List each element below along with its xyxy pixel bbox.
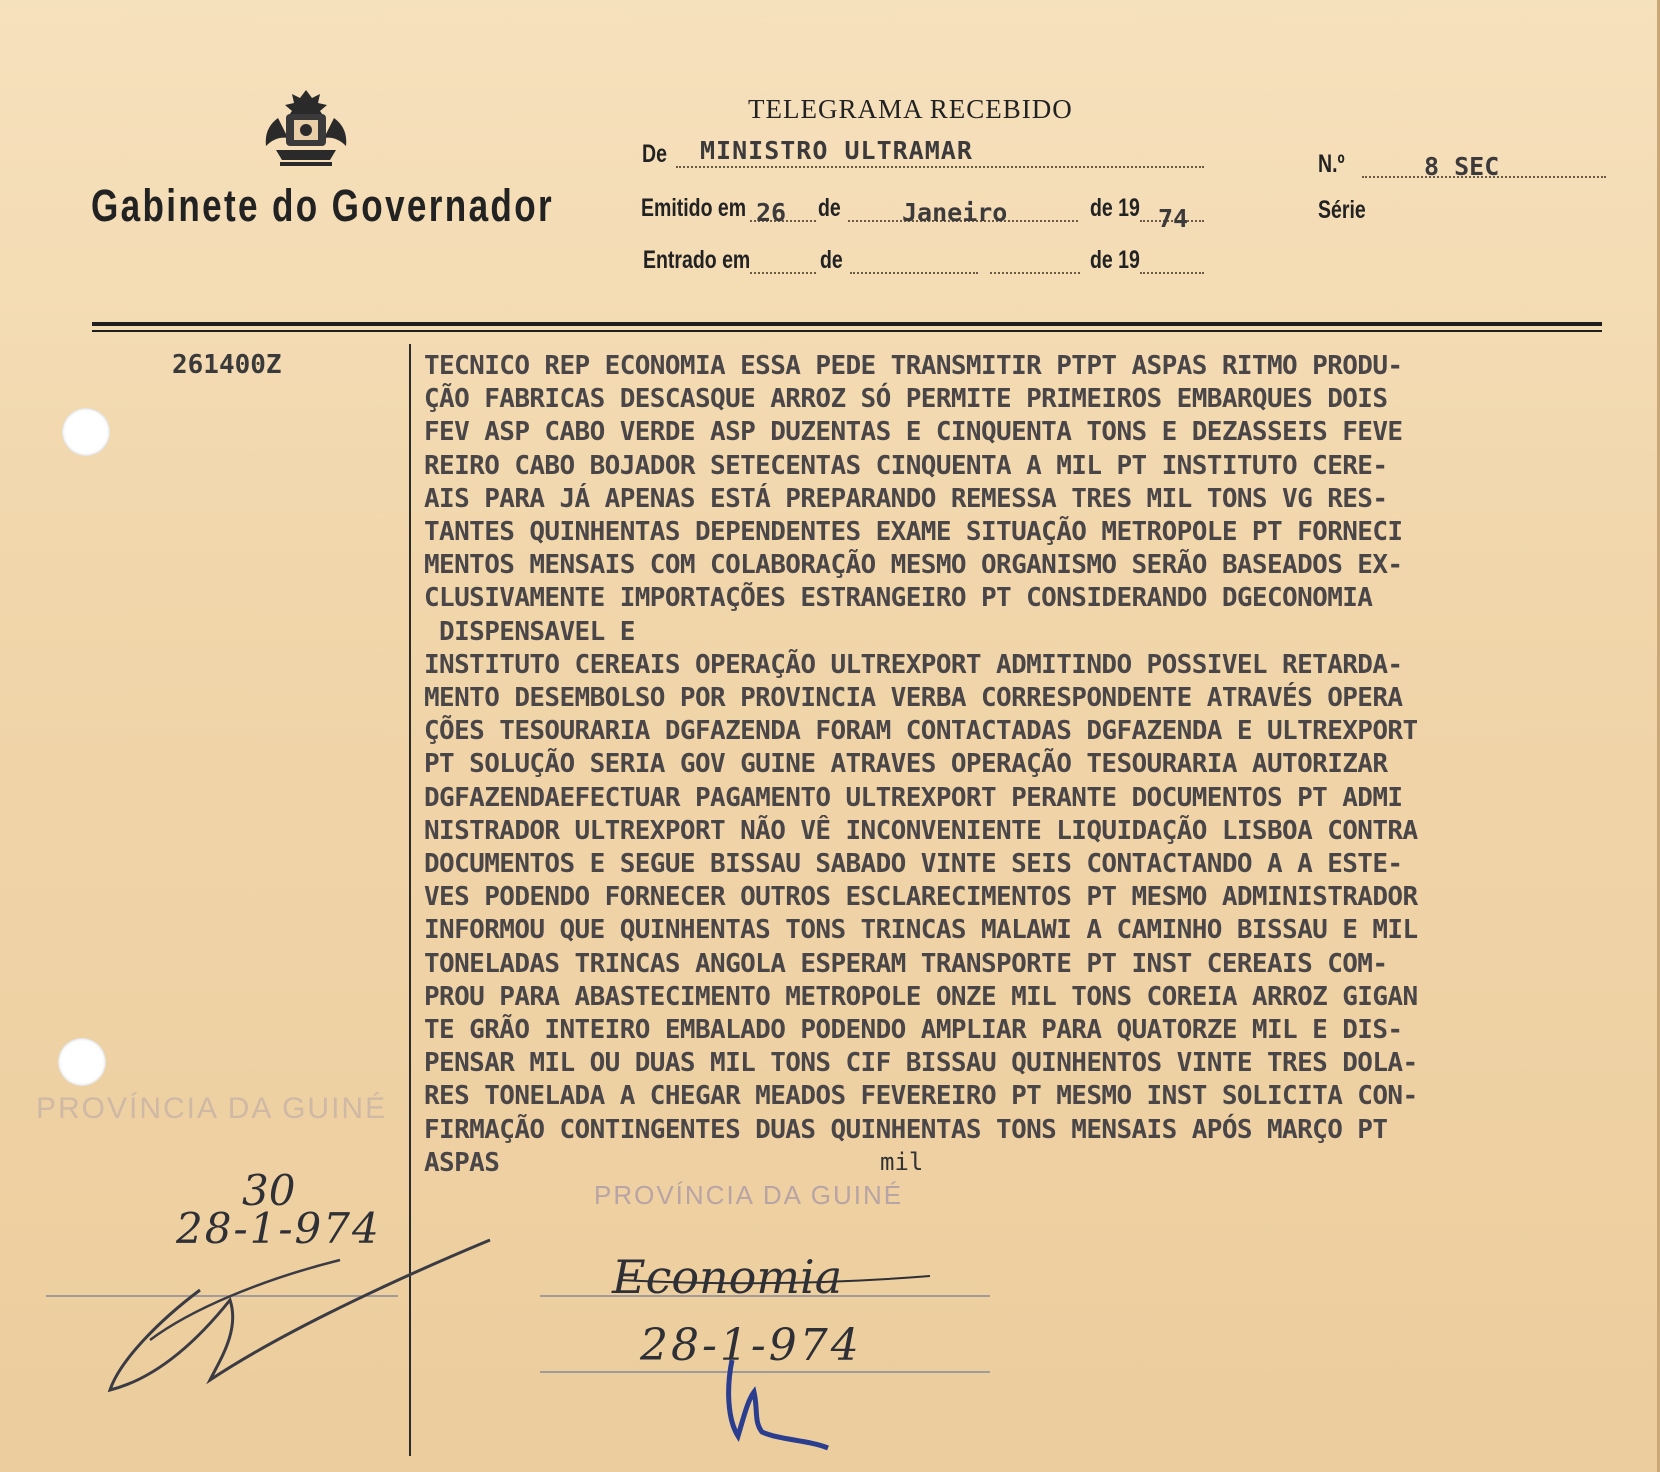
message-line: FEV ASP CABO VERDE ASP DUZENTAS E CINQUENTA TONS E DEZASSEIS FEVE	[424, 417, 1403, 448]
message-line: ASPAS	[424, 1147, 500, 1178]
handwritten-department: Economia	[612, 1250, 843, 1304]
handwritten-date-right: 28-1-974	[640, 1320, 862, 1371]
message-line: DOCUMENTOS E SEGUE BISSAU SABADO VINTE SEIS CONTACTANDO A A ESTE-	[424, 849, 1403, 880]
message-line: DGFAZENDAEFECTUAR PAGAMENTO ULTREXPORT PERANTE DOCUMENTOS PT ADMI	[424, 782, 1403, 813]
message-line: AIS PARA JÁ APENAS ESTÁ PREPARANDO REMESSA TRES MIL TONS VG RES-	[424, 483, 1388, 514]
date-time-group: 261400Z	[172, 350, 282, 380]
message-line: VES PODENDO FORNECER OUTROS ESCLARECIMENTOS PT MESMO ADMINISTRADOR	[424, 882, 1418, 913]
entered-de-label: de	[820, 246, 843, 274]
message-line: TE GRÃO INTEIRO EMBALADO PODENDO AMPLIAR PARA QUATORZE MIL E DIS-	[424, 1015, 1403, 1046]
issued-day: 26	[756, 198, 787, 227]
entered-label: Entrado em	[643, 246, 751, 274]
message-line: FIRMAÇÃO CONTINGENTES DUAS QUINHENTAS TONS MENSAIS APÓS MARÇO PT	[424, 1114, 1388, 1145]
message-line: REIRO CABO BOJADOR SETECENTAS CINQUENTA A MIL PT INSTITUTO CERE-	[424, 450, 1388, 481]
number-label: N.º	[1318, 150, 1345, 178]
from-value: MINISTRO ULTRAMAR	[700, 136, 973, 165]
message-line: PENSAR MIL OU DUAS MIL TONS CIF BISSAU QUINHENTOS VINTE TRES DOLA-	[424, 1048, 1418, 1079]
message-line: TONELADAS TRINCAS ANGOLA ESPERAM TRANSPORTE PT INST CEREAIS COM-	[424, 948, 1388, 979]
message-line: INSTITUTO CEREAIS OPERAÇÃO ULTREXPORT ADMITINDO POSSIVEL RETARDA-	[424, 649, 1403, 680]
message-line: DISPENSAVEL E	[424, 616, 635, 647]
from-label: De	[642, 140, 667, 168]
message-line: INFORMOU QUE QUINHENTAS TONS TRINCAS MALAWI A CAMINHO BISSAU E MIL	[424, 915, 1418, 946]
message-line: CLUSIVAMENTE IMPORTAÇÕES ESTRANGEIRO PT CONSIDERANDO DGECONOMIA	[424, 583, 1373, 614]
issued-year-label: de 19	[1090, 194, 1140, 222]
handwritten-date-left: 28-1-974	[176, 1204, 381, 1253]
message-line: ÇÃO FABRICAS DESCASQUE ARROZ SÓ PERMITE PRIMEIROS EMBARQUES DOIS	[424, 384, 1388, 415]
message-insertion: mil	[880, 1148, 924, 1176]
message-line: ÇÕES TESOURARIA DGFAZENDA FORAM CONTACTADAS DGFAZENDA E ULTREXPORT	[424, 716, 1418, 747]
left-stamp: PROVÍNCIA DA GUINÉ	[36, 1092, 388, 1125]
message-line: PROU PARA ABASTECIMENTO METROPOLE ONZE MIL TONS COREIA ARROZ GIGAN	[424, 981, 1418, 1012]
form-title: TELEGRAMA RECEBIDO	[748, 94, 1073, 124]
number-value: 8 SEC	[1424, 152, 1500, 181]
issued-de-label: de	[818, 194, 841, 222]
message-line: MENTO DESEMBOLSO POR PROVINCIA VERBA CORRESPONDENTE ATRAVÉS OPERA	[424, 683, 1403, 714]
message-line: PT SOLUÇÃO SERIA GOV GUINE ATRAVES OPERAÇÃO TESOURARIA AUTORIZAR	[424, 749, 1388, 780]
handwritten-number: 30	[242, 1166, 296, 1215]
message-line: NISTRADOR ULTREXPORT NÃO VÊ INCONVENIENTE LIQUIDAÇÃO LISBOA CONTRA	[424, 815, 1418, 846]
entered-year-label: de 19	[1090, 246, 1140, 274]
issued-month: Janeiro	[902, 198, 1008, 227]
message-line: RES TONELADA A CHEGAR MEADOS FEVEREIRO PT MESMO INST SOLICITA CON-	[424, 1081, 1418, 1112]
issued-year: 74	[1158, 204, 1189, 233]
message-line: TECNICO REP ECONOMIA ESSA PEDE TRANSMITIR PTPT ASPAS RITMO PRODU-	[424, 351, 1403, 381]
message-line: TANTES QUINHENTAS DEPENDENTES EXAME SITUAÇÃO METROPOLE PT FORNECI	[424, 517, 1403, 548]
serie-label: Série	[1318, 196, 1366, 224]
office-title: Gabinete do Governador	[91, 180, 555, 231]
issued-label: Emitido em	[641, 194, 747, 222]
right-stamp: PROVÍNCIA DA GUINÉ	[594, 1180, 904, 1210]
message-line: MENTOS MENSAIS COM COLABORAÇÃO MESMO ORGANISMO SERÃO BASEADOS EX-	[424, 550, 1403, 581]
